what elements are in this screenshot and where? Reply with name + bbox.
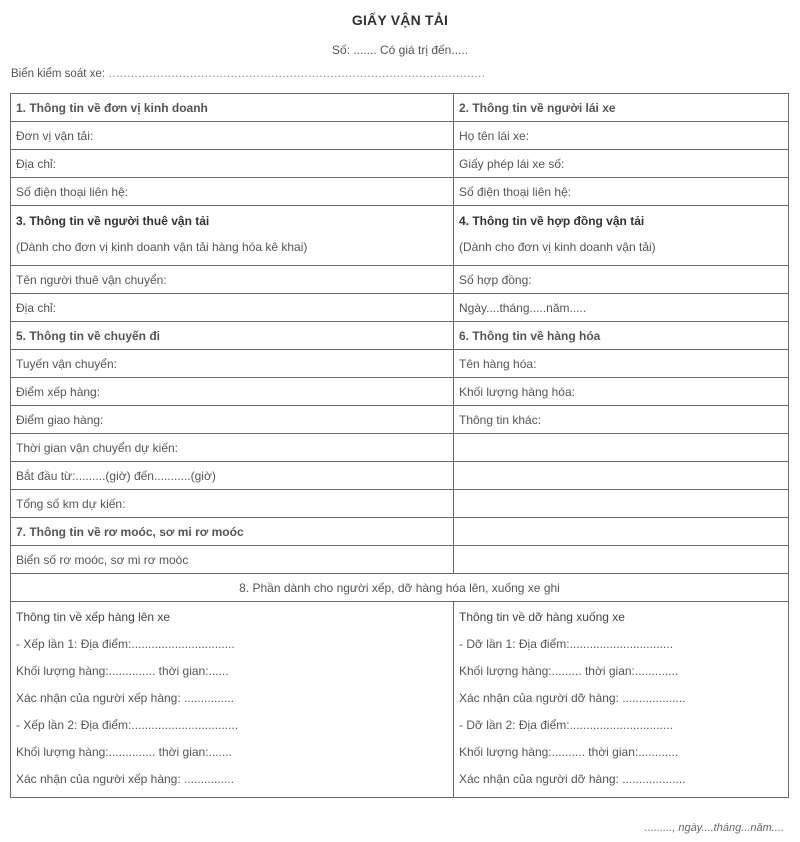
total-km-field[interactable]: Tổng số km dự kiến: — [11, 490, 454, 518]
delivery-point-field[interactable]: Điểm giao hàng: — [11, 406, 454, 434]
date-signature-line: ........., ngày....tháng...năm.... — [644, 822, 784, 834]
empty-cell — [454, 490, 789, 518]
loading-2-confirm-field[interactable]: Xác nhận của người xếp hàng: ............... — [16, 772, 235, 786]
section-2-title: 2. Thông tin về người lái xe — [454, 94, 789, 122]
table-row — [11, 434, 789, 462]
hirer-address-field[interactable]: Địa chỉ: — [11, 294, 454, 322]
other-info-field[interactable]: Thông tin khác: — [454, 406, 789, 434]
section-3-header — [11, 206, 454, 266]
goods-weight-field[interactable]: Khối lượng hàng hóa: — [454, 378, 789, 406]
section-3-title: 3. Thông tin về người thuê vận tải — [16, 214, 210, 228]
trailer-plate-field[interactable]: Biển số rơ moóc, sơ mi rơ moóc — [11, 546, 454, 574]
table-row — [11, 406, 789, 434]
loading-1-weight-time-field[interactable]: Khối lượng hàng:.............. thời gian:...... — [16, 664, 229, 678]
table-row — [11, 518, 789, 546]
vehicle-plate-line — [11, 68, 486, 80]
loading-info-block — [11, 602, 454, 798]
table-row — [11, 322, 789, 350]
business-unit-field[interactable]: Đơn vị vận tải: — [11, 122, 454, 150]
business-address-field[interactable]: Địa chỉ: — [11, 150, 454, 178]
unloading-info-title: Thông tin về dỡ hàng xuống xe — [459, 610, 625, 624]
table-row — [11, 294, 789, 322]
section-7-title: 7. Thông tin về rơ moóc, sơ mi rơ moóc — [11, 518, 454, 546]
table-row — [11, 490, 789, 518]
driver-phone-field[interactable]: Số điện thoại liên hệ: — [454, 178, 789, 206]
section-4-header — [454, 206, 789, 266]
empty-cell — [454, 462, 789, 490]
transport-form-table — [10, 93, 789, 798]
table-row — [11, 350, 789, 378]
section-6-title: 6. Thông tin về hàng hóa — [454, 322, 789, 350]
unloading-2-location-field[interactable]: - Dỡ lần 2: Địa điểm:............................... — [459, 718, 673, 732]
empty-cell — [454, 434, 789, 462]
driver-name-field[interactable]: Họ tên lái xe: — [454, 122, 789, 150]
start-end-time-field[interactable]: Bắt đầu từ:.........(giờ) đến...........(giờ) — [11, 462, 454, 490]
unloading-1-location-field[interactable]: - Dỡ lần 1: Địa điểm:............................... — [459, 637, 673, 651]
business-phone-field[interactable]: Số điện thoại liên hệ: — [11, 178, 454, 206]
empty-cell — [454, 518, 789, 546]
loading-2-location-field[interactable]: - Xếp lần 2: Địa điểm:................................ — [16, 718, 239, 732]
table-row — [11, 94, 789, 122]
table-row — [11, 178, 789, 206]
table-row — [11, 378, 789, 406]
driver-license-field[interactable]: Giấy phép lái xe số: — [454, 150, 789, 178]
route-field[interactable]: Tuyến vận chuyển: — [11, 350, 454, 378]
section-4-note: (Dành cho đơn vị kinh doanh vận tải) — [459, 240, 656, 254]
loading-point-field[interactable]: Điểm xếp hàng: — [11, 378, 454, 406]
document-number-validity: Số: ....... Có giá trị đến..... — [331, 43, 469, 57]
contract-date-field[interactable]: Ngày....tháng.....năm..... — [454, 294, 789, 322]
loading-2-weight-time-field[interactable]: Khối lượng hàng:.............. thời gian:....... — [16, 745, 232, 759]
vehicle-plate-label: Biển kiểm soát xe: — [11, 68, 105, 80]
hirer-name-field[interactable]: Tên người thuê vận chuyển: — [11, 266, 454, 294]
unloading-2-confirm-field[interactable]: Xác nhận của người dỡ hàng: ................... — [459, 772, 686, 786]
loading-info-title: Thông tin về xếp hàng lên xe — [16, 610, 171, 624]
table-row — [11, 122, 789, 150]
loading-1-location-field[interactable]: - Xếp lần 1: Địa điểm:............................... — [16, 637, 235, 651]
loading-1-confirm-field[interactable]: Xác nhận của người xếp hàng: ............... — [16, 691, 235, 705]
table-row — [11, 266, 789, 294]
goods-name-field[interactable]: Tên hàng hóa: — [454, 350, 789, 378]
contract-number-field[interactable]: Số hợp đồng: — [454, 266, 789, 294]
expected-time-field[interactable]: Thời gian vận chuyển dự kiến: — [11, 434, 454, 462]
vehicle-plate-field[interactable]: ...................................................................................................... — [104, 68, 486, 80]
table-row — [11, 150, 789, 178]
section-5-title: 5. Thông tin về chuyến đi — [11, 322, 454, 350]
empty-cell — [454, 546, 789, 574]
table-row — [11, 206, 789, 266]
unloading-1-confirm-field[interactable]: Xác nhận của người dỡ hàng: ................... — [459, 691, 686, 705]
section-3-note: (Dành cho đơn vị kinh doanh vận tải hàng hóa kê khai) — [16, 240, 308, 254]
section-4-title: 4. Thông tin về hợp đồng vận tải — [459, 214, 645, 228]
unloading-1-weight-time-field[interactable]: Khối lượng hàng:......... thời gian:............. — [459, 664, 679, 678]
document-title: GIẤY VẬN TẢI — [351, 12, 449, 28]
table-row — [11, 462, 789, 490]
unloading-2-weight-time-field[interactable]: Khối lượng hàng:.......... thời gian:............ — [459, 745, 679, 759]
table-row — [11, 546, 789, 574]
section-1-title: 1. Thông tin về đơn vị kinh doanh — [11, 94, 454, 122]
table-row — [11, 602, 789, 798]
table-row — [11, 574, 789, 602]
section-8-title: 8. Phần dành cho người xếp, dỡ hàng hóa lên, xuống xe ghi — [11, 574, 789, 602]
unloading-info-block — [454, 602, 789, 798]
